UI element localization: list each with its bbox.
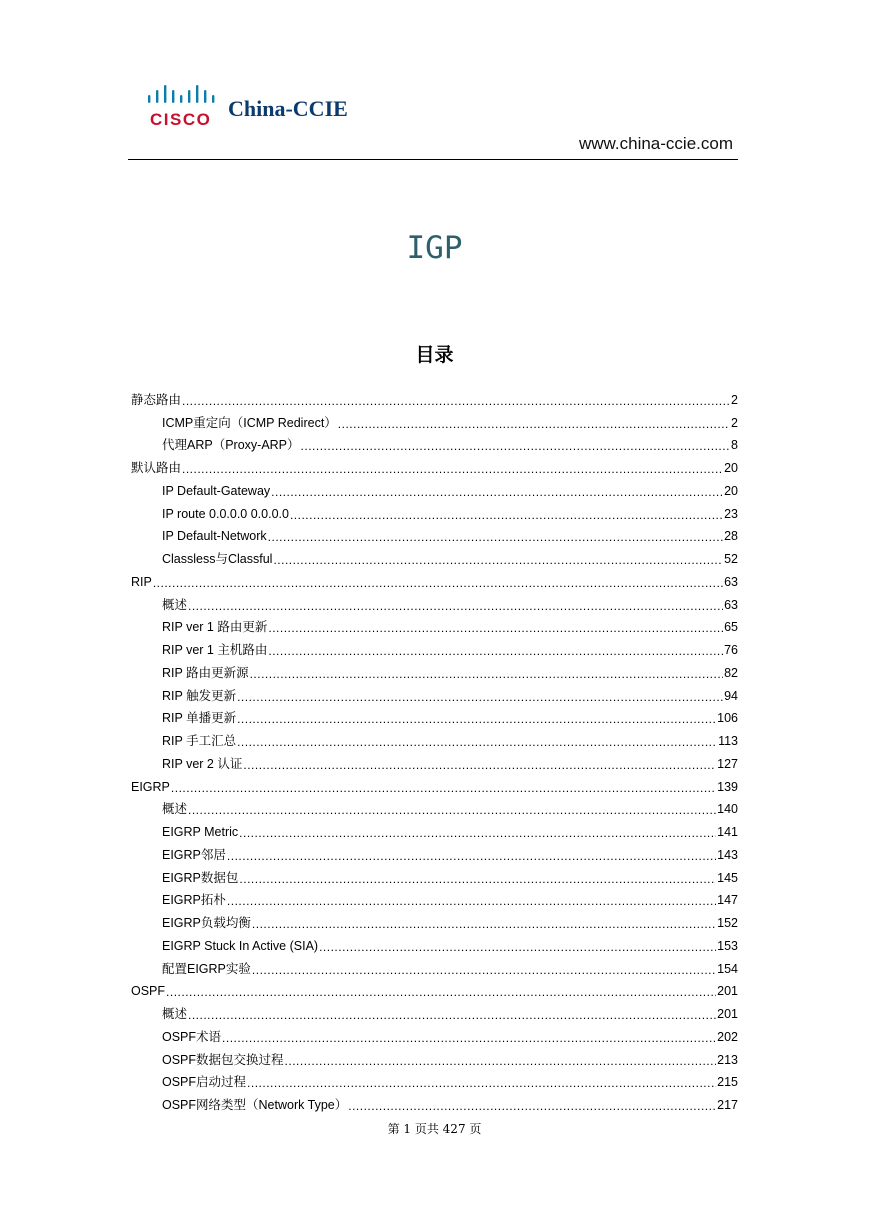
toc-entry-label: OSPF	[131, 984, 166, 999]
toc-entry[interactable]	[131, 590, 738, 613]
toc-entry[interactable]	[131, 658, 738, 681]
toc-entry[interactable]	[131, 522, 738, 545]
toc-entry[interactable]	[131, 977, 738, 1000]
toc-leader-dots	[222, 1029, 716, 1045]
toc-entry-label: RIP	[131, 574, 152, 589]
header-divider	[128, 159, 738, 160]
toc-entry-page: 2	[731, 415, 738, 430]
toc-leader-dots	[348, 1097, 716, 1113]
toc-entry-label: 概述	[162, 802, 188, 817]
toc-leader-dots	[153, 574, 723, 590]
table-of-contents	[131, 385, 738, 1113]
toc-entry-page: 147	[717, 893, 738, 908]
toc-entry[interactable]	[131, 613, 738, 636]
toc-entry[interactable]	[131, 1068, 738, 1091]
cisco-wordmark: CISCO	[150, 110, 212, 129]
toc-leader-dots	[268, 619, 723, 635]
toc-entry[interactable]	[131, 999, 738, 1022]
toc-leader-dots	[227, 892, 716, 908]
toc-entry-label: 默认路由	[131, 461, 182, 475]
toc-entry[interactable]	[131, 544, 738, 567]
toc-entry-page: 127	[717, 756, 738, 771]
toc-heading: 目录	[415, 345, 454, 366]
toc-leader-dots	[243, 756, 716, 772]
toc-entry-label: EIGRP拓朴	[162, 893, 226, 908]
toc-entry[interactable]	[131, 726, 738, 749]
brand-name: China-CCIE	[228, 96, 348, 121]
toc-leader-dots	[268, 528, 723, 544]
toc-entry[interactable]	[131, 431, 738, 454]
toc-leader-dots	[338, 415, 730, 431]
toc-entry-page: 141	[717, 825, 738, 839]
toc-leader-dots	[250, 665, 724, 681]
toc-leader-dots	[268, 642, 723, 658]
toc-entry-label: OSPF术语	[162, 1029, 222, 1044]
toc-entry-label: 概述	[162, 597, 188, 612]
toc-entry[interactable]	[131, 1045, 738, 1068]
toc-entry[interactable]	[131, 1090, 738, 1113]
toc-entry-page: 94	[724, 688, 738, 703]
toc-entry-page: 28	[724, 529, 738, 544]
toc-entry-page: 201	[717, 984, 738, 999]
toc-entry-page: 139	[717, 779, 738, 794]
toc-entry-label: 概述	[162, 1007, 188, 1021]
toc-entry[interactable]	[131, 1022, 738, 1045]
toc-entry[interactable]	[131, 499, 738, 522]
toc-entry-label: IP Default-Network	[162, 529, 267, 544]
toc-entry[interactable]	[131, 795, 738, 818]
toc-leader-dots	[301, 437, 731, 453]
toc-entry-label: RIP ver 2 认证	[162, 756, 243, 771]
toc-entry-label: IP route 0.0.0.0 0.0.0.0	[162, 506, 289, 521]
toc-entry-label: RIP 单播更新	[162, 711, 237, 726]
toc-entry[interactable]	[131, 817, 738, 840]
document-title: IGP	[406, 230, 463, 266]
toc-entry-page: 202	[717, 1029, 738, 1044]
cisco-bridge-bars-icon	[146, 84, 222, 110]
toc-entry-label: EIGRP Metric	[162, 825, 239, 839]
toc-entry-page: 63	[724, 597, 738, 612]
toc-leader-dots	[182, 460, 723, 476]
toc-entry[interactable]	[131, 772, 738, 795]
toc-entry-label: EIGRP数据包	[162, 870, 239, 885]
toc-entry-label: Classless与Classful	[162, 552, 273, 566]
toc-entry-page: 106	[717, 711, 738, 726]
toc-entry[interactable]	[131, 863, 738, 886]
toc-entry-page: 113	[718, 734, 738, 748]
toc-entry[interactable]	[131, 408, 738, 431]
toc-leader-dots	[239, 824, 716, 840]
toc-entry-page: 152	[717, 916, 738, 930]
toc-entry-page: 20	[724, 461, 738, 475]
toc-entry-label: EIGRP负载均衡	[162, 916, 251, 930]
toc-entry[interactable]	[131, 681, 738, 704]
toc-entry[interactable]	[131, 931, 738, 954]
toc-entry-label: 配置EIGRP实验	[162, 961, 251, 976]
toc-entry-label: IP Default-Gateway	[162, 483, 271, 498]
toc-entry-page: 2	[731, 392, 738, 407]
toc-entry-label: EIGRP	[131, 779, 170, 794]
toc-entry[interactable]	[131, 954, 738, 977]
toc-entry-label: EIGRP Stuck In Active (SIA)	[162, 938, 319, 953]
toc-entry-page: 140	[717, 802, 738, 817]
toc-entry-page: 143	[717, 847, 738, 862]
toc-entry-page: 201	[717, 1007, 738, 1021]
toc-entry-page: 82	[724, 665, 738, 680]
toc-leader-dots	[166, 983, 716, 999]
toc-leader-dots	[239, 870, 716, 886]
toc-entry-label: 代理ARP（Proxy-ARP）	[162, 438, 300, 453]
website-url: www.china-ccie.com	[579, 134, 733, 153]
toc-entry-label: OSPF网络类型（Network Type）	[162, 1098, 348, 1112]
toc-entry[interactable]	[131, 749, 738, 772]
page-footer: 第 1 页共 427 页	[387, 1122, 482, 1136]
toc-entry[interactable]	[131, 385, 738, 408]
toc-entry-page: 153	[717, 938, 738, 953]
toc-leader-dots	[252, 915, 716, 931]
toc-entry-label: ICMP重定向（ICMP Redirect）	[162, 415, 337, 430]
toc-entry-label: RIP ver 1 主机路由	[162, 643, 268, 657]
cisco-logo	[146, 84, 376, 130]
toc-entry-page: 8	[731, 438, 738, 453]
toc-leader-dots	[273, 551, 723, 567]
toc-entry[interactable]	[131, 567, 738, 590]
toc-entry[interactable]	[131, 453, 738, 476]
toc-leader-dots	[237, 733, 717, 749]
toc-entry-label: RIP ver 1 路由更新	[162, 620, 268, 635]
toc-leader-dots	[227, 847, 716, 863]
toc-entry-label: RIP 触发更新	[162, 688, 237, 703]
toc-entry-page: 76	[724, 643, 738, 657]
toc-leader-dots	[285, 1052, 717, 1068]
toc-entry-page: 23	[724, 506, 738, 521]
toc-leader-dots	[237, 710, 716, 726]
toc-entry[interactable]	[131, 476, 738, 499]
toc-leader-dots	[319, 938, 716, 954]
toc-leader-dots	[271, 483, 723, 499]
toc-entry-label: EIGRP邻居	[162, 847, 226, 862]
toc-entry-page: 52	[724, 552, 738, 566]
toc-entry[interactable]	[131, 886, 738, 909]
toc-leader-dots	[188, 597, 723, 613]
toc-entry-label: RIP 路由更新源	[162, 665, 249, 680]
toc-entry-label: OSPF数据包交换过程	[162, 1052, 284, 1067]
toc-entry-page: 213	[717, 1052, 738, 1067]
toc-leader-dots	[252, 961, 716, 977]
toc-leader-dots	[188, 801, 716, 817]
toc-entry-label: 静态路由	[131, 392, 182, 407]
toc-entry-page: 215	[717, 1075, 738, 1090]
toc-entry-page: 63	[724, 574, 738, 589]
toc-entry-page: 145	[717, 870, 738, 885]
toc-entry-label: RIP 手工汇总	[162, 734, 237, 748]
toc-leader-dots	[182, 392, 730, 408]
toc-leader-dots	[237, 688, 723, 704]
toc-entry-page: 20	[724, 483, 738, 498]
toc-entry[interactable]	[131, 635, 738, 658]
toc-leader-dots	[290, 506, 723, 522]
toc-entry[interactable]	[131, 908, 738, 931]
toc-leader-dots	[247, 1074, 716, 1090]
toc-leader-dots	[171, 779, 716, 795]
toc-entry-page: 65	[724, 620, 738, 635]
toc-entry-label: OSPF启动过程	[162, 1075, 247, 1090]
toc-entry[interactable]	[131, 704, 738, 727]
toc-entry-page: 217	[717, 1098, 738, 1112]
toc-leader-dots	[188, 1006, 716, 1022]
toc-entry-page: 154	[717, 961, 738, 976]
toc-entry[interactable]	[131, 840, 738, 863]
